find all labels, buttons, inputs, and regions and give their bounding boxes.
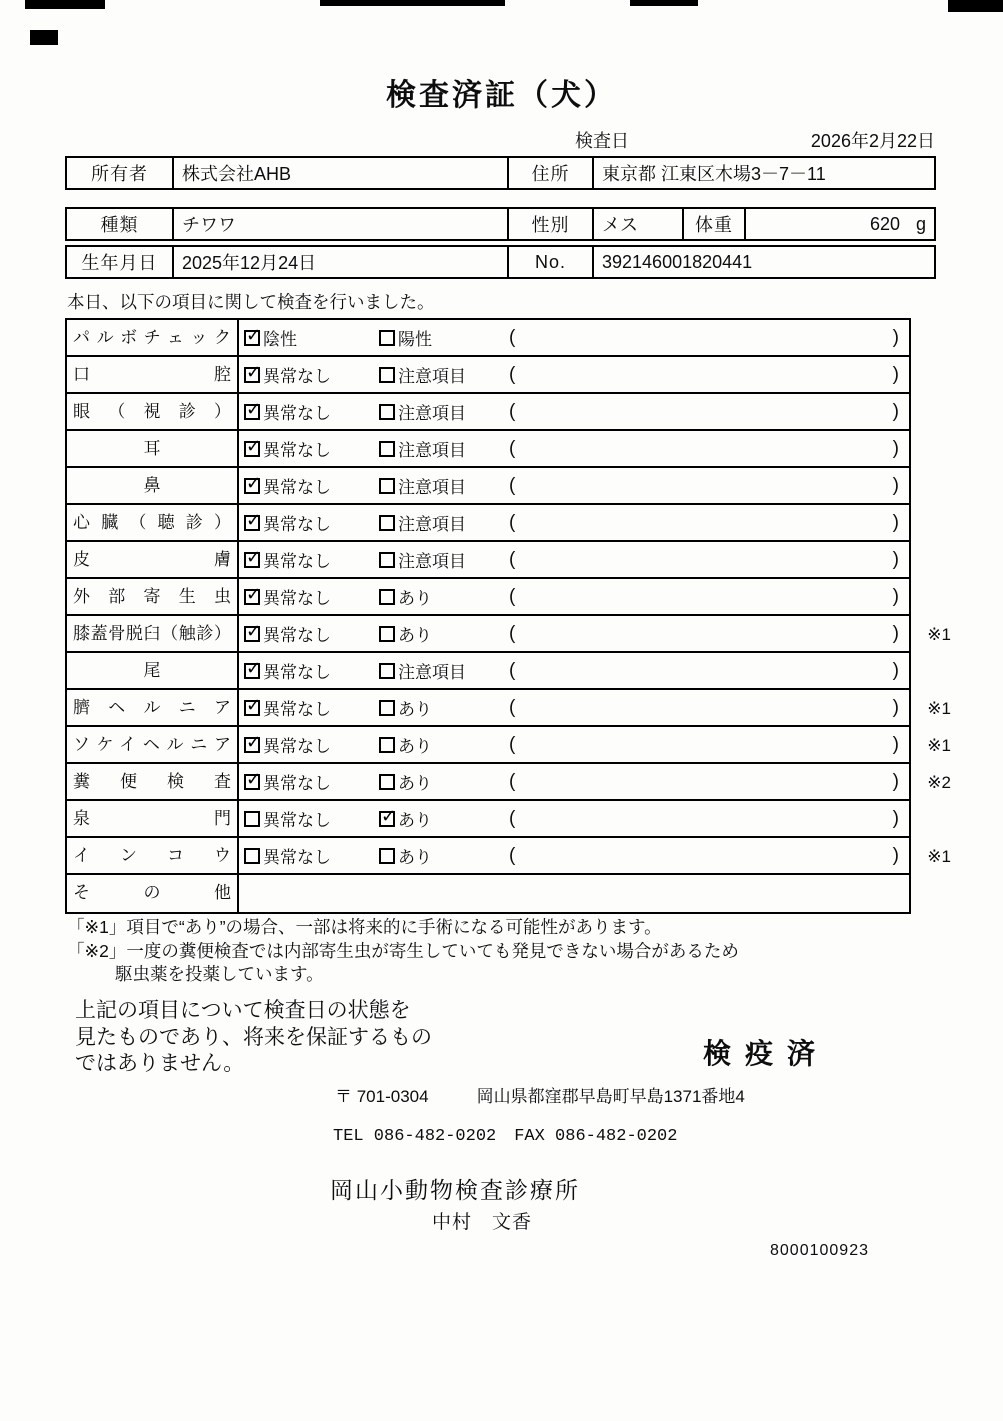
exam-row <box>67 579 909 616</box>
exam-option <box>244 806 379 831</box>
exam-option <box>379 769 509 794</box>
exam-option <box>379 399 509 424</box>
exam-option <box>379 843 509 868</box>
owner-row <box>65 156 936 190</box>
checked-checkbox-icon <box>244 774 260 790</box>
document-code: 8000100923 <box>770 1242 869 1259</box>
exam-option <box>379 584 509 609</box>
exam-row-label: インコウ <box>67 838 239 873</box>
exam-option <box>244 510 379 535</box>
certificate-no-value: 392146001820441 <box>592 247 934 277</box>
unchecked-checkbox-icon <box>379 478 395 494</box>
option-label: 異常なし <box>263 663 331 682</box>
exam-row-label: 皮膚 <box>67 542 239 577</box>
result-parens: ( ) <box>509 511 899 533</box>
option-label: あり <box>398 589 432 608</box>
inspection-date-value: 2026年2月22日 <box>810 131 935 151</box>
weight-unit: g <box>915 213 926 234</box>
exam-row-content <box>239 764 909 799</box>
exam-row-label: その他 <box>67 875 239 912</box>
unchecked-checkbox-icon <box>379 367 395 383</box>
option-label: 注意項目 <box>398 515 466 534</box>
clinic-address-row <box>335 1082 745 1107</box>
unchecked-checkbox-icon <box>379 589 395 605</box>
exam-option <box>379 473 509 498</box>
option-label: あり <box>398 774 432 793</box>
unchecked-checkbox-icon <box>379 626 395 642</box>
weight-value <box>744 209 934 239</box>
result-parens: ( ) <box>509 807 899 829</box>
exam-option <box>379 325 509 350</box>
address-label: 住所 <box>507 158 592 188</box>
footnote-mark: ※2 <box>927 773 951 792</box>
checked-checkbox-icon <box>244 404 260 420</box>
footnotes <box>67 916 739 987</box>
exam-row-content <box>239 801 909 836</box>
exam-row <box>67 357 909 394</box>
exam-row-label: パルボチェック <box>67 320 239 355</box>
checked-checkbox-icon <box>244 700 260 716</box>
option-label: 注意項目 <box>398 367 466 386</box>
exam-option <box>244 325 379 350</box>
option-label: 異常なし <box>263 404 331 423</box>
option-label: 異常なし <box>263 515 331 534</box>
scan-artifact <box>948 0 1003 12</box>
footnote-mark: ※1 <box>927 736 951 755</box>
exam-row-content <box>239 727 909 762</box>
exam-row-content <box>239 616 909 651</box>
clinic-name: 岡山小動物検査診療所 <box>330 1177 580 1203</box>
clinic-fax: FAX 086-482-0202 <box>514 1127 678 1146</box>
exam-row <box>67 764 951 801</box>
exam-option <box>244 695 379 720</box>
exam-row-label: 眼（視診） <box>67 394 239 429</box>
unchecked-checkbox-icon <box>379 848 395 864</box>
option-label: 陰性 <box>263 330 297 349</box>
address-value: 東京都 江東区木場3－7－11 <box>592 158 934 188</box>
exam-row-label: 外部寄生虫 <box>67 579 239 614</box>
checked-checkbox-icon <box>244 589 260 605</box>
option-label: 注意項目 <box>398 478 466 497</box>
exam-row-content <box>239 505 909 540</box>
exam-option <box>379 436 509 461</box>
exam-row-content <box>239 468 909 503</box>
exam-option <box>379 658 509 683</box>
exam-option <box>379 806 509 831</box>
result-parens: ( ) <box>509 400 899 422</box>
exam-row <box>67 727 951 764</box>
option-label: 異常なし <box>263 367 331 386</box>
birthdate-label: 生年月日 <box>81 253 158 273</box>
intro-text: 本日、以下の項目に関して検査を行いました。 <box>67 292 435 312</box>
option-label: 異常なし <box>263 700 331 719</box>
exam-option <box>379 362 509 387</box>
option-label: 注意項目 <box>398 441 466 460</box>
exam-table <box>65 318 951 914</box>
exam-row <box>67 431 909 468</box>
exam-option <box>244 547 379 572</box>
exam-row-content <box>239 690 909 725</box>
footnote-1: 「※1」項目で“あり”の場合、一部は将来的に手術になる可能性があります。 <box>67 917 662 937</box>
birthdate-value: 2025年12月24日 <box>172 247 507 277</box>
quarantine-passed-stamp: 検疫済 <box>703 1038 830 1069</box>
exam-row-label: 耳 <box>67 431 239 466</box>
result-parens: ( ) <box>509 696 899 718</box>
result-parens: ( ) <box>509 770 899 792</box>
disclaimer-text <box>75 998 432 1078</box>
exam-row <box>67 690 951 727</box>
exam-row-label: 膝蓋骨脱臼（触診） <box>67 616 239 651</box>
checked-checkbox-icon <box>244 552 260 568</box>
clinic-phone-row <box>333 1127 677 1146</box>
result-parens: ( ) <box>509 733 899 755</box>
option-label: 注意項目 <box>398 552 466 571</box>
result-parens: ( ) <box>509 844 899 866</box>
exam-option <box>244 399 379 424</box>
option-label: 異常なし <box>263 737 331 756</box>
exam-row-label: 糞便検査 <box>67 764 239 799</box>
option-label: あり <box>398 737 432 756</box>
exam-row-label: 口腔 <box>67 357 239 392</box>
exam-row <box>67 801 909 838</box>
option-label: 注意項目 <box>398 404 466 423</box>
exam-row-label: 泉門 <box>67 801 239 836</box>
footnote-mark: ※1 <box>927 699 951 718</box>
footnote-mark: ※1 <box>927 625 951 644</box>
checked-checkbox-icon <box>244 367 260 383</box>
inspection-date-row <box>575 127 935 153</box>
disclaimer-line1: 上記の項目について検査日の状態を <box>75 999 411 1022</box>
inspection-date-label: 検査日 <box>575 131 629 151</box>
option-label: 陽性 <box>398 330 432 349</box>
unchecked-checkbox-icon <box>379 552 395 568</box>
certificate-no-label: No. <box>507 247 592 277</box>
exam-row <box>67 653 909 690</box>
footnote-mark: ※1 <box>927 847 951 866</box>
exam-row-content <box>239 542 909 577</box>
clinic-tel: TEL 086-482-0202 <box>333 1127 497 1146</box>
disclaimer-line3: ではありません。 <box>75 1052 245 1075</box>
owner-label: 所有者 <box>91 164 148 184</box>
exam-option <box>244 584 379 609</box>
result-parens: ( ) <box>509 363 899 385</box>
scan-artifact <box>30 30 58 45</box>
exam-option <box>244 362 379 387</box>
exam-row-label: 尾 <box>67 653 239 688</box>
exam-option <box>379 732 509 757</box>
disclaimer-line2: 見たものであり、将来を保証するもの <box>75 1025 432 1049</box>
exam-option <box>244 658 379 683</box>
checked-checkbox-icon <box>244 737 260 753</box>
exam-option <box>244 732 379 757</box>
result-parens: ( ) <box>509 437 899 459</box>
exam-option <box>379 510 509 535</box>
option-label: あり <box>398 700 432 719</box>
exam-row <box>67 875 909 912</box>
exam-row-content <box>239 320 909 355</box>
exam-row <box>67 542 909 579</box>
footnote-2-line1: 「※2」一度の糞便検査では内部寄生虫が寄生していても発見できない場合があるため <box>67 940 739 961</box>
exam-row-content <box>239 357 909 392</box>
option-label: 異常なし <box>263 478 331 497</box>
exam-row-content <box>239 838 909 873</box>
exam-row <box>67 468 909 505</box>
option-label: 異常なし <box>263 441 331 460</box>
footnote-2-line2: 駆虫薬を投薬しています。 <box>115 964 324 984</box>
option-label: あり <box>398 848 432 867</box>
sex-label: 性別 <box>507 209 592 239</box>
exam-row-content <box>239 579 909 614</box>
result-parens: ( ) <box>509 659 899 681</box>
scan-artifact <box>25 0 105 9</box>
exam-row-content <box>239 394 909 429</box>
result-parens: ( ) <box>509 622 899 644</box>
exam-row <box>67 616 951 653</box>
exam-row <box>67 394 909 431</box>
checked-checkbox-icon <box>244 515 260 531</box>
result-parens: ( ) <box>509 548 899 570</box>
exam-row-content <box>239 653 909 688</box>
unchecked-checkbox-icon <box>379 441 395 457</box>
owner-value: 株式会社AHB <box>172 158 507 188</box>
birth-no-row <box>65 245 936 279</box>
option-label: 注意項目 <box>398 663 466 682</box>
exam-row-label: ソケイヘルニア <box>67 727 239 762</box>
examiner-name: 中村 文香 <box>432 1212 533 1233</box>
clinic-postal-code: 〒 701-0304 <box>335 1087 429 1106</box>
exam-row <box>67 838 951 875</box>
result-parens: ( ) <box>509 326 899 348</box>
unchecked-checkbox-icon <box>379 737 395 753</box>
option-label: あり <box>398 811 432 830</box>
exam-option <box>244 621 379 646</box>
unchecked-checkbox-icon <box>379 330 395 346</box>
exam-row-label: 臍ヘルニア <box>67 690 239 725</box>
scan-artifact <box>630 0 698 6</box>
exam-option <box>244 769 379 794</box>
pet-info-row <box>65 207 936 241</box>
exam-option <box>244 473 379 498</box>
exam-row <box>67 320 909 357</box>
exam-option <box>379 695 509 720</box>
exam-row-content <box>239 875 909 912</box>
sex-value: メス <box>592 209 682 239</box>
unchecked-checkbox-icon <box>379 515 395 531</box>
option-label: 異常なし <box>263 811 331 830</box>
unchecked-checkbox-icon <box>244 811 260 827</box>
option-label: あり <box>398 626 432 645</box>
checked-checkbox-icon <box>244 441 260 457</box>
checked-checkbox-icon <box>244 478 260 494</box>
checked-checkbox-icon <box>379 811 395 827</box>
exam-option <box>379 547 509 572</box>
exam-option <box>379 621 509 646</box>
scan-artifact <box>320 0 505 6</box>
exam-row <box>67 505 909 542</box>
exam-row-content <box>239 431 909 466</box>
clinic-address: 岡山県都窪郡早島町早島1371番地4 <box>476 1087 745 1106</box>
option-label: 異常なし <box>263 552 331 571</box>
result-parens: ( ) <box>509 474 899 496</box>
option-label: 異常なし <box>263 848 331 867</box>
unchecked-checkbox-icon <box>379 700 395 716</box>
unchecked-checkbox-icon <box>379 663 395 679</box>
exam-option <box>244 436 379 461</box>
unchecked-checkbox-icon <box>379 774 395 790</box>
breed-label: 種類 <box>100 215 139 235</box>
exam-option <box>244 843 379 868</box>
exam-row-label: 鼻 <box>67 468 239 503</box>
checked-checkbox-icon <box>244 626 260 642</box>
option-label: 異常なし <box>263 774 331 793</box>
exam-row-label: 心臓（聴診） <box>67 505 239 540</box>
result-parens: ( ) <box>509 585 899 607</box>
weight-number: 620 <box>869 213 900 234</box>
option-label: 異常なし <box>263 626 331 645</box>
document-title: 検査済証（犬） <box>386 79 617 112</box>
weight-label: 体重 <box>682 209 744 239</box>
unchecked-checkbox-icon <box>244 848 260 864</box>
option-label: 異常なし <box>263 589 331 608</box>
breed-value: チワワ <box>172 209 507 239</box>
checked-checkbox-icon <box>244 663 260 679</box>
unchecked-checkbox-icon <box>379 404 395 420</box>
checked-checkbox-icon <box>244 330 260 346</box>
